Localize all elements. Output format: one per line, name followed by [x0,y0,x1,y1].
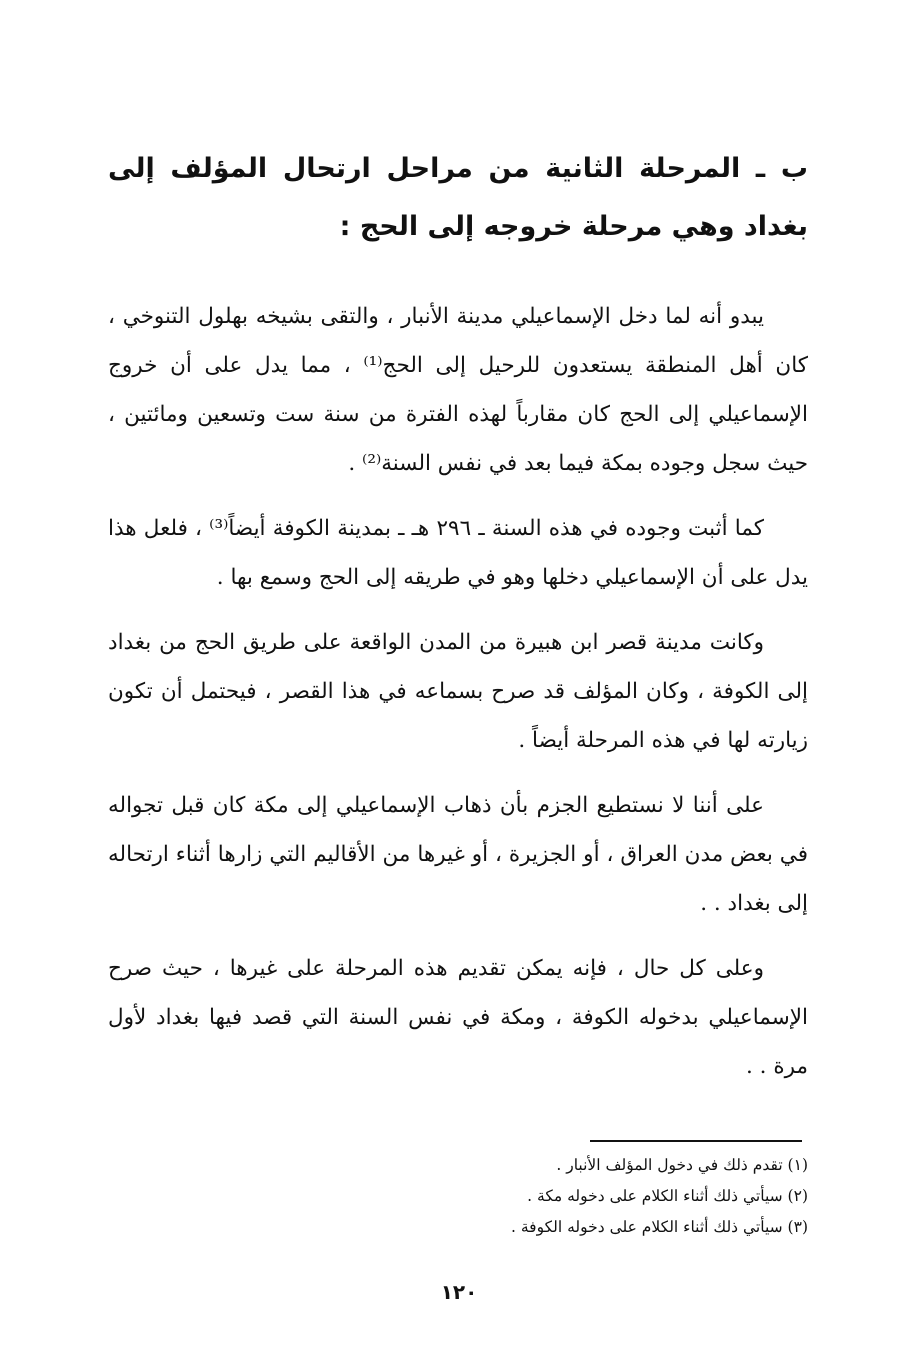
paragraph-1: يبدو أنه لما دخل الإسماعيلي مدينة الأنبار ، والتقى بشيخه بهلول التنوخي ، كان أهل المنطقة يستعدون للرحيل إلى الحج⁽¹⁾ ، مما يدل على أن خروج الإسماعيلي إلى الحج كان مقارباً لهذه الفترة من سنة ست وتسعين ومائتين ، حيث سجل وجوده بمكة فيما بعد في نفس السنة⁽²⁾ . [108,304,809,476]
footnotes [248,1150,808,1243]
footnote-2: (٢) سيأتي ذلك أثناء الكلام على دخوله مكة . [527,1187,808,1205]
paragraph-2: كما أثبت وجوده في هذه السنة ـ ٢٩٦ هـ ـ بمدينة الكوفة أيضاً⁽³⁾ ، فلعل هذا يدل على أن الإسماعيلي دخلها وهو في طريقه إلى الحج وسمع بها . [108,516,808,590]
paragraph-5: وعلى كل حال ، فإنه يمكن تقديم هذه المرحلة على غيرها ، حيث صرح الإسماعيلي بدخوله الكوفة ، ومكة في نفس السنة التي قصد فيها بغداد لأول مرة . . [108,956,808,1079]
paragraph-4: على أننا لا نستطيع الجزم بأن ذهاب الإسماعيلي إلى مكة كان قبل تجواله في بعض مدن العراق ، أو الجزيرة ، أو غيرها من الأقاليم التي زارها أثناء ارتحاله إلى بغداد . . [108,793,808,916]
paragraph-3: وكانت مدينة قصر ابن هبيرة من المدن الواقعة على طريق الحج من بغداد إلى الكوفة ، وكان المؤلف قد صرح بسماعه في هذا القصر ، فيحتمل أن تكون زيارته لها في هذه المرحلة أيضاً . [108,630,808,753]
page-number: ١٢٠ [440,1280,478,1304]
page-body [108,140,808,1107]
footnote-1: (١) تقدم ذلك في دخول المؤلف الأنبار . [556,1156,808,1174]
section-heading: ب ـ المرحلة الثانية من مراحل ارتحال المؤلف إلى بغداد وهي مرحلة خروجه إلى الحج : [108,153,808,242]
footnote-divider [590,1140,802,1142]
footnote-3: (٣) سيأتي ذلك أثناء الكلام على دخوله الكوفة . [511,1218,808,1236]
